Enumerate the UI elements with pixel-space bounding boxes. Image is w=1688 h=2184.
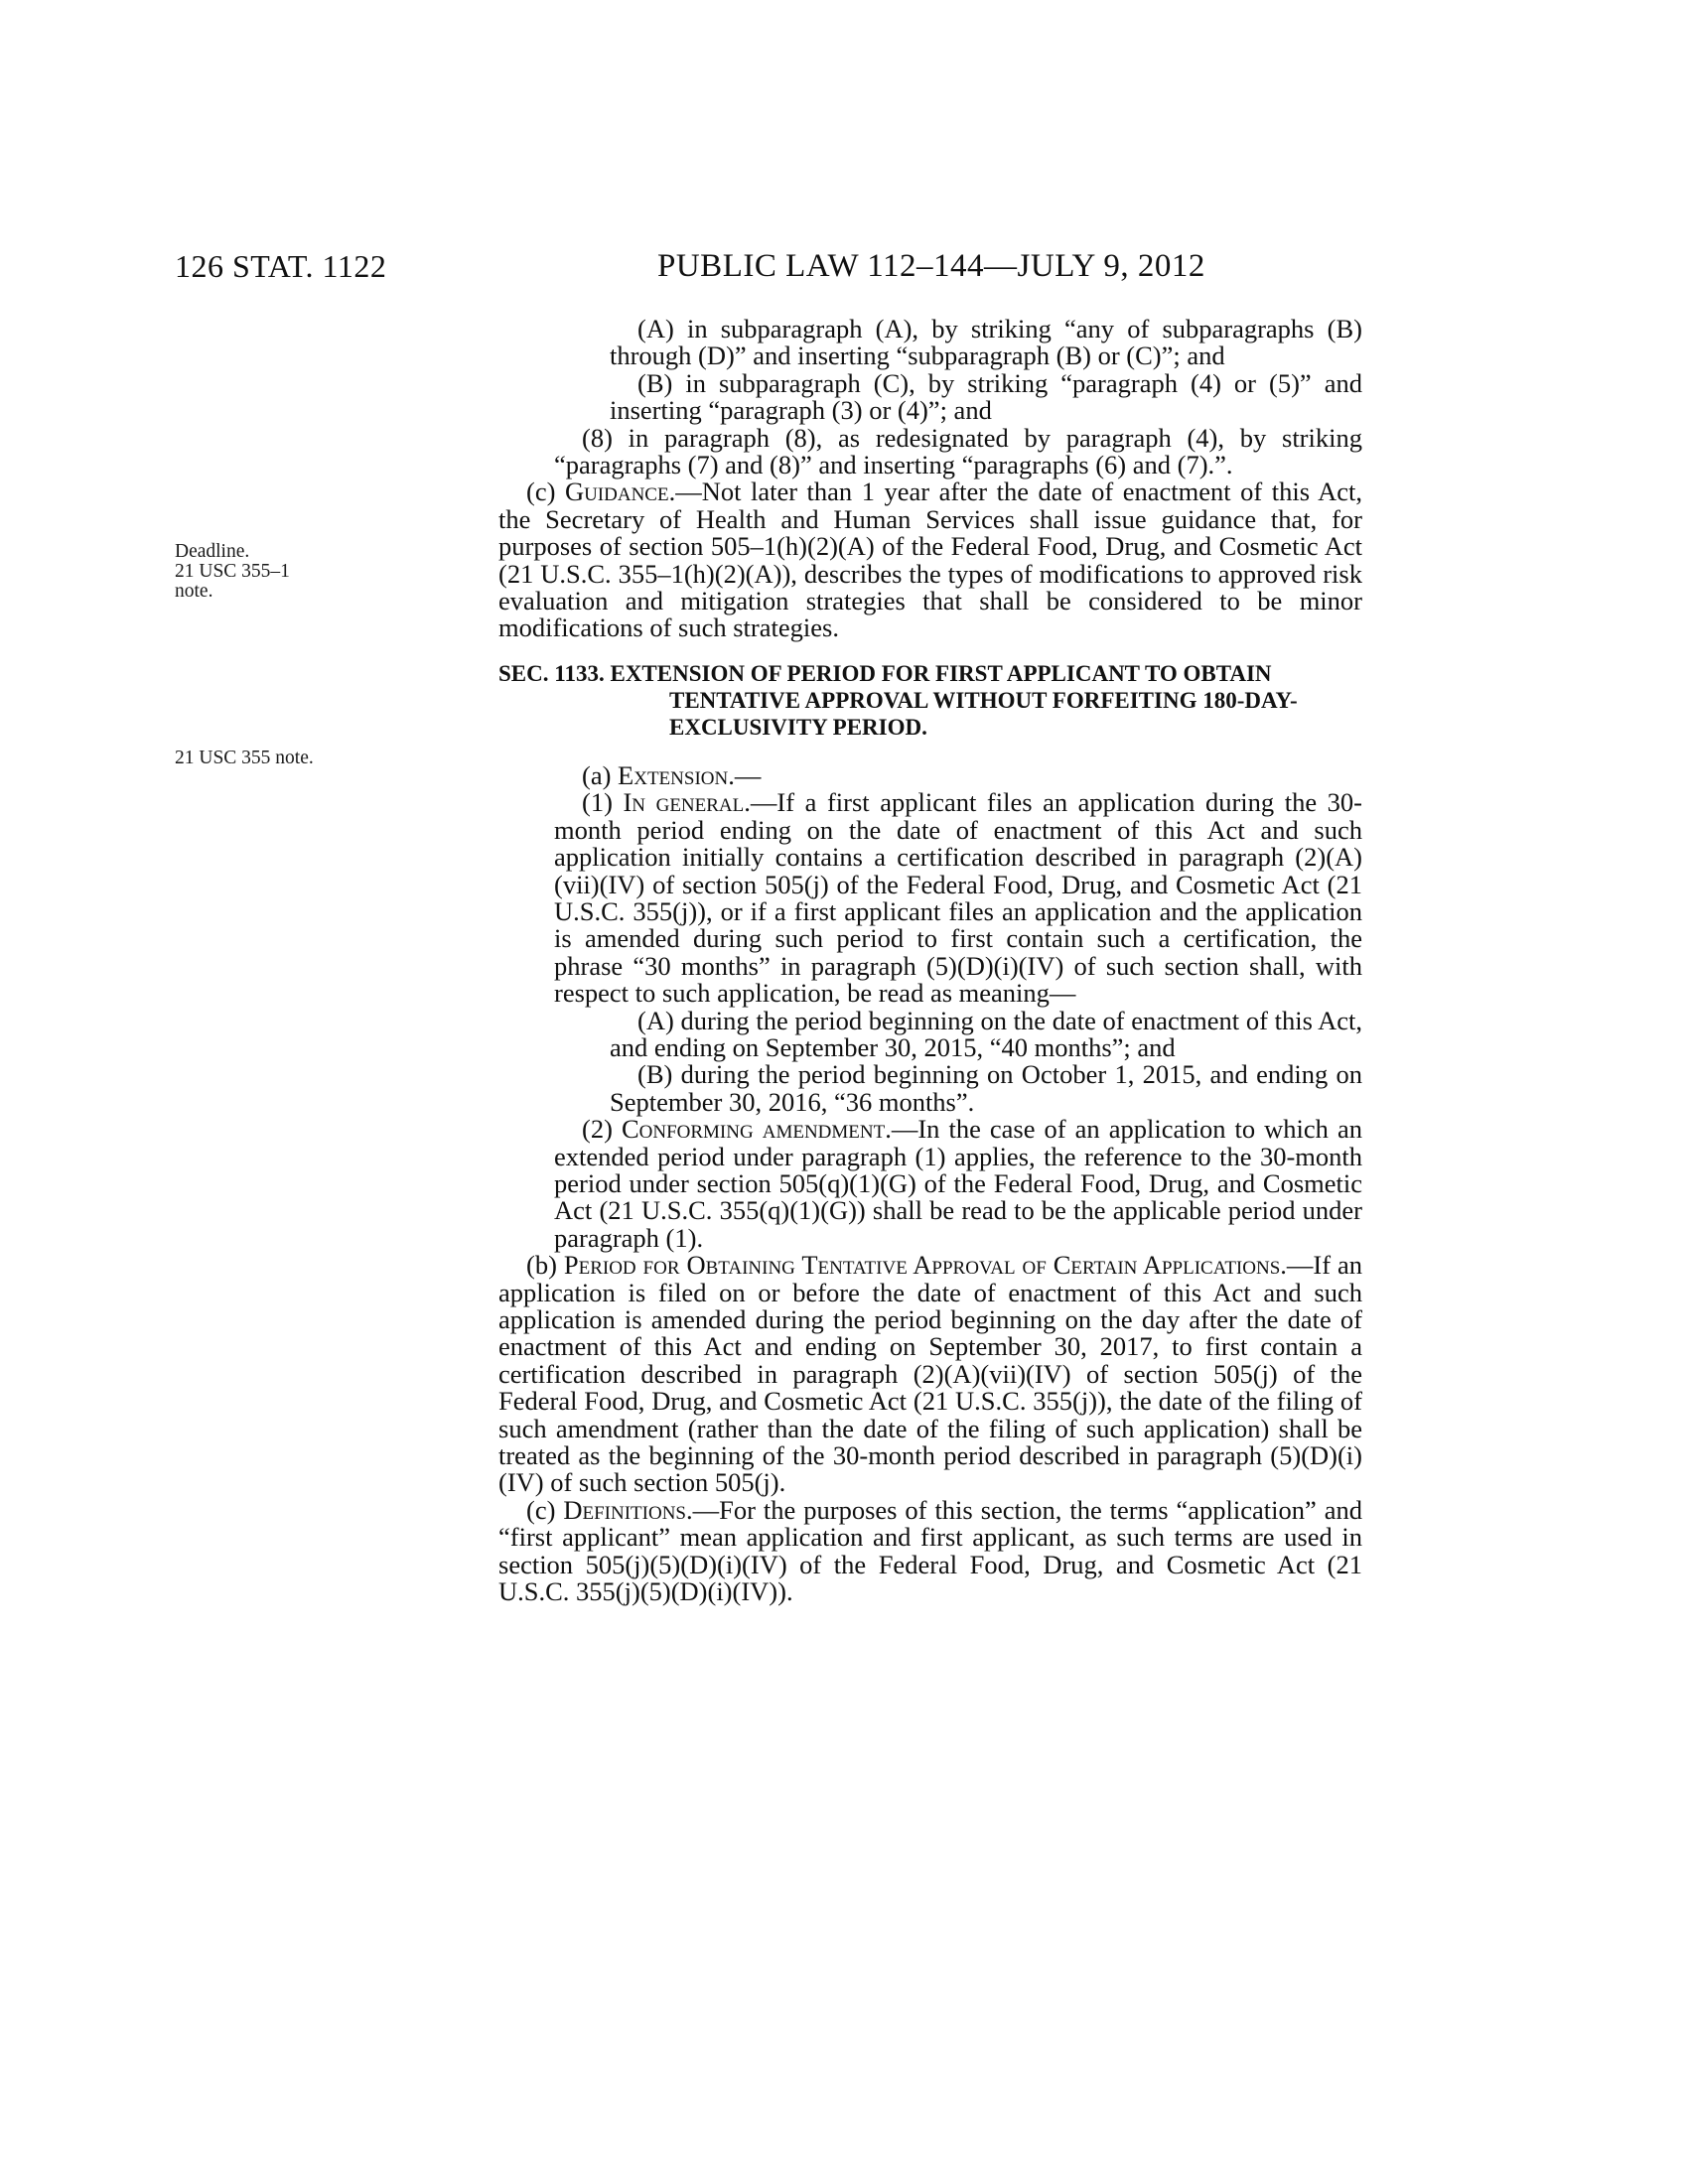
stat-page-number: 126 STAT. 1122: [175, 248, 387, 284]
subsection-text: .—For the purposes of this section, the terms “application” and “first applicant” mean application and first applicant, as such terms are used in section 505(j)(5)(D)(i)(IV) of the Federal Food, Drug, and Cosmetic Act (21 U.S.C. 355(j)(5)(D)(i)(IV)).: [498, 1494, 1362, 1607]
subsection-text: .—: [728, 759, 762, 790]
clause-b-36-months: (B) during the period beginning on October 1, 2015, and ending on September 30, 2016, “36 months”.: [610, 1059, 1362, 1117]
section-heading: SEC. 1133. EXTENSION OF PERIOD FOR FIRST APPLICANT TO OBTAIN TENTATIVE APPROVAL WITHOUT FORFEITING 180-DAY-EXCLUSIVITY PERIOD.: [498, 660, 1298, 740]
subsection-c-definitions: [498, 1494, 1362, 1607]
paragraph-8: (8) in paragraph (8), as redesignated by paragraph (4), by striking “paragraphs (7) and (8)” and inserting “paragraphs (6) and (7).”.: [554, 422, 1362, 480]
subsection-label: (c): [526, 477, 565, 507]
subsection-text: .—If an application is filed on or before the date of enactment of this Act and such application is amended during the period beginning on the day after the date of enactment of this Act and ending on September 30, 2017, to first contain a certification described in paragraph (2)(A)(vii)(IV) of section 505(j) of the Federal Food, Drug, and Cosmetic Act (21 U.S.C. 355(j)), the date of the filing of such amendment (rather than the date of the filing of such application) shall be treated as the beginning of the 30-month period described in paragraph (5)(D)(i)(IV) of such section 505(j).: [498, 1250, 1362, 1498]
paragraph-label: (2): [582, 1114, 622, 1145]
subsection-heading: Guidance: [564, 477, 669, 507]
paragraph-2-conforming: [498, 1116, 1362, 1252]
margin-note-section: 21 USC 355 note.: [175, 748, 314, 768]
margin-note-deadline: [175, 542, 290, 602]
margin-note-deadline-label: Deadline.: [175, 541, 250, 562]
subsection-label: (b): [526, 1250, 564, 1281]
subsection-heading: Period for Obtaining Tentative Approval of Certain Applications: [563, 1250, 1281, 1281]
subsection-b-period: [498, 1252, 1362, 1497]
subsection-label: (c): [526, 1494, 564, 1525]
subsection-a-extension: [498, 759, 1362, 790]
subparagraph-b: (B) in subparagraph (C), by striking “paragraph (4) or (5)” and inserting “paragraph (3) or (4)”; and: [610, 367, 1362, 426]
subsection-heading: Extension: [618, 759, 729, 790]
paragraph-label: (1): [582, 787, 624, 818]
paragraph-heading: In general: [623, 787, 745, 818]
margin-note-deadline-cite: 21 USC 355–1: [175, 561, 290, 582]
paragraph-heading: Conforming amendment: [621, 1114, 886, 1145]
paragraph-text: .—In the case of an application to which an extended period under paragraph (1) applies, the reference to the 30-month period under section 505(q)(1)(G) of the Federal Food, Drug, and Cosmetic Act (21 U.S.C. 355(q)(1)(G)) shall be read to be the applicable period under paragraph (1).: [554, 1114, 1362, 1253]
subparagraph-a: (A) in subparagraph (A), by striking “any of subparagraphs (B) through (D)” and inserting “subparagraph (B) or (C)”; and: [610, 314, 1362, 371]
subsection-label: (a): [582, 759, 619, 790]
paragraph-1-in-general: [498, 789, 1362, 1007]
running-header-title: PUBLIC LAW 112–144—JULY 9, 2012: [657, 248, 1205, 284]
subsection-heading: Definitions: [563, 1494, 687, 1525]
clause-a-40-months: (A) during the period beginning on the date of enactment of this Act, and ending on September 30, 2015, “40 months”; and: [610, 1005, 1362, 1062]
subsection-text: .—Not later than 1 year after the date of enactment of this Act, the Secretary of Health and Human Services shall issue guidance that, for purposes of section 505–1(h)(2)(A) of the Federal Food, Drug, and Cosmetic Act (21 U.S.C. 355–1(h)(2)(A)), describes the types of modifications to approved risk evaluation and mitigation strategies that shall be considered to be minor modifications of such strategies.: [498, 477, 1362, 643]
margin-note-deadline-note: note.: [175, 581, 213, 602]
statute-body: [498, 316, 1362, 1605]
paragraph-text: .—If a first applicant files an application during the 30-month period ending on the date of enactment of this Act and such application initially contains a certification described in paragraph (2)(A)(vii)(IV) of section 505(j) of the Federal Food, Drug, and Cosmetic Act (21 U.S.C. 355(j)), or if a first applicant files an application and the application is amended during such period to first contain such a certification, the phrase “30 months” in paragraph (5)(D)(i)(IV) of such section shall, with respect to such application, be read as meaning—: [554, 787, 1363, 1009]
subsection-c-guidance: [498, 478, 1362, 641]
